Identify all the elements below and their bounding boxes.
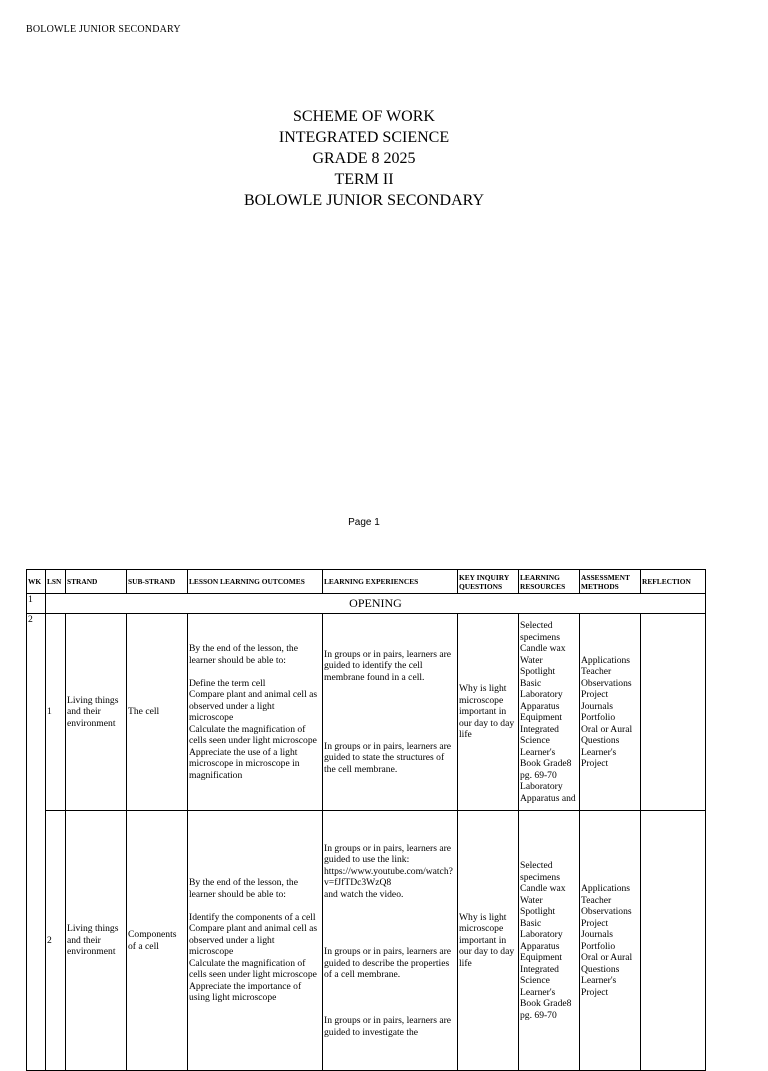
cell-assessment: Applications Teacher Observations Project Journals Portfolio Oral or Aural Questions Learner's Project bbox=[580, 811, 641, 1071]
cell-outcomes: By the end of the lesson, the learner should be able to: Identify the components of a cell Compare plant and animal cell as observed under a light microscope Calculate the magnification of cells seen under light microscope Appreciate the importance of using light microscope bbox=[188, 811, 323, 1071]
title-line: GRADE 8 2025 bbox=[312, 150, 416, 167]
cell-inquiry-questions: Why is light microscope important in our day to day life bbox=[458, 811, 519, 1071]
header-wk: WK bbox=[27, 570, 46, 594]
header-experiences: LEARNING EXPERIENCES bbox=[323, 570, 458, 594]
table-header-row bbox=[27, 570, 706, 594]
cell-strand: Living things and their environment bbox=[66, 811, 127, 1071]
cell-assessment: Applications Teacher Observations Project Journals Portfolio Oral or Aural Questions Learner's Project bbox=[580, 614, 641, 811]
cell-resources: Selected specimens Candle wax Water Spotlight Basic Laboratory Apparatus Equipment Integrated Science Learner's Book Grade8 pg. 69-70 Laboratory Apparatus and bbox=[519, 614, 580, 811]
document-title bbox=[0, 106, 728, 211]
header-resources: LEARNING RESOURCES bbox=[519, 570, 580, 594]
title-line: TERM II bbox=[334, 171, 394, 188]
cell-experiences: In groups or in pairs, learners are guided to identify the cell membrane found in a cell. In groups or in pairs, learners are guided to state the structures of the cell membrane. bbox=[323, 614, 458, 811]
header-school-name: BOLOWLE JUNIOR SECONDARY bbox=[26, 24, 181, 35]
header-sub-strand: SUB-STRAND bbox=[127, 570, 188, 594]
cell-lesson-number: 2 bbox=[46, 811, 66, 1071]
header-reflection: REFLECTION bbox=[641, 570, 706, 594]
cell-outcomes: By the end of the lesson, the learner should be able to: Define the term cell Compare plant and animal cell as observed under a light microscope Calculate the magnification of cells seen under light microscope Appreciate the use of a light microscope in microscope in magnification bbox=[188, 614, 323, 811]
cell-lesson-number: 1 bbox=[46, 614, 66, 811]
title-line: INTEGRATED SCIENCE bbox=[278, 129, 450, 146]
page-number: Page 1 bbox=[348, 517, 380, 528]
table-row-lesson bbox=[27, 614, 706, 811]
cell-reflection bbox=[641, 811, 706, 1071]
cell-opening: OPENING bbox=[46, 594, 706, 614]
header-lsn: LSN bbox=[46, 570, 66, 594]
cell-week-number: 2 bbox=[27, 614, 46, 1071]
table-row-lesson bbox=[27, 811, 706, 1071]
cell-reflection bbox=[641, 614, 706, 811]
header-strand: STRAND bbox=[66, 570, 127, 594]
title-line: BOLOWLE JUNIOR SECONDARY bbox=[244, 192, 484, 209]
cell-inquiry-questions: Why is light microscope important in our day to day life bbox=[458, 614, 519, 811]
table-row-week-1 bbox=[27, 594, 706, 614]
cell-sub-strand: The cell bbox=[127, 614, 188, 811]
cell-resources: Selected specimens Candle wax Water Spotlight Basic Laboratory Apparatus Equipment Integrated Science Learner's Book Grade8 pg. 69-70 bbox=[519, 811, 580, 1071]
header-outcomes: LESSON LEARNING OUTCOMES bbox=[188, 570, 323, 594]
cell-sub-strand: Components of a cell bbox=[127, 811, 188, 1071]
header-inquiry-questions: KEY INQUIRY QUESTIONS bbox=[458, 570, 519, 594]
cell-experiences: In groups or in pairs, learners are guided to use the link: https://www.youtube.com/watch?v=fJfTDc3WzQ8 and watch the video. In groups or in pairs, learners are guided to describe the properties of a cell membrane. In groups or in pairs, learners are guided to investigate the bbox=[323, 811, 458, 1071]
cell-week-number: 1 bbox=[27, 594, 46, 614]
scheme-of-work-table bbox=[26, 569, 706, 1071]
cell-strand: Living things and their environment bbox=[66, 614, 127, 811]
title-line: SCHEME OF WORK bbox=[293, 108, 435, 125]
header-assessment: ASSESSMENT METHODS bbox=[580, 570, 641, 594]
